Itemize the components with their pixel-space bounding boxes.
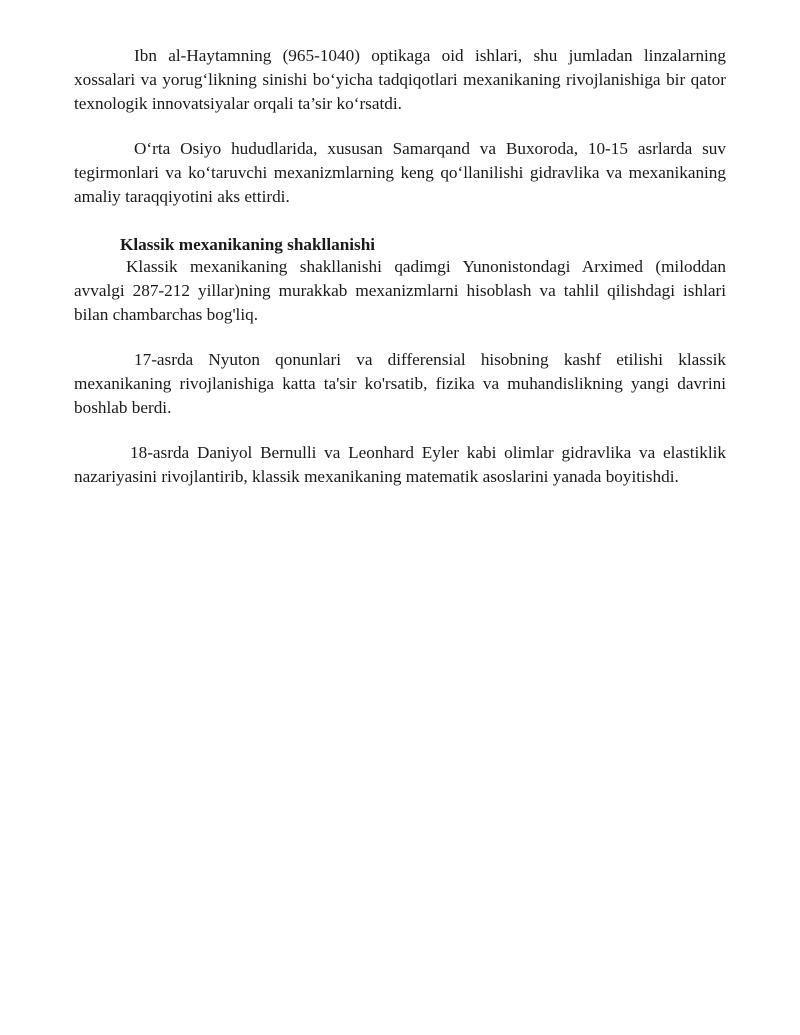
paragraph-central-asia: O‘rta Osiyo hududlarida, xususan Samarqand va Buxoroda, 10-15 asrlarda suv tegirmonlari va ko‘taruvchi mexanizmlarning keng qo‘llanilishi gidravlika va mexanikaning amaliy taraqqiyotini aks ettirdi. bbox=[74, 139, 726, 206]
paragraph-archimedes: Klassik mexanikaning shakllanishi qadimgi Yunonistondagi Arximed (miloddan avvalgi 287-212 yillar)ning murakkab mexanizmlarni hisoblash va tahlil qilishdagi ishlari bilan chambarchas bog'liq. bbox=[74, 257, 726, 324]
paragraph-ibn-al-haytam: Ibn al-Haytamning (965-1040) optikaga oid ishlari, shu jumladan linzalarning xossalari va yorug‘likning sinishi bo‘yicha tadqiqotlari mexanikaning rivojlanishiga bir qator texnologik innovatsiyalar orqali ta’sir ko‘rsatdi. bbox=[74, 46, 726, 113]
paragraph-newton: 17-asrda Nyuton qonunlari va differensial hisobning kashf etilishi klassik mexanikaning rivojlanishiga katta ta'sir ko'rsatib, fizika va muhandislikning yangi davrini boshlab berdi. bbox=[74, 350, 726, 417]
paragraph-bernoulli-euler: 18-asrda Daniyol Bernulli va Leonhard Eyler kabi olimlar gidravlika va elastiklik nazariyasini rivojlantirib, klassik mexanikaning matematik asoslarini yanada boyitishdi. bbox=[74, 443, 726, 486]
section-heading: Klassik mexanikaning shakllanishi bbox=[120, 235, 376, 254]
document-body bbox=[74, 44, 726, 489]
